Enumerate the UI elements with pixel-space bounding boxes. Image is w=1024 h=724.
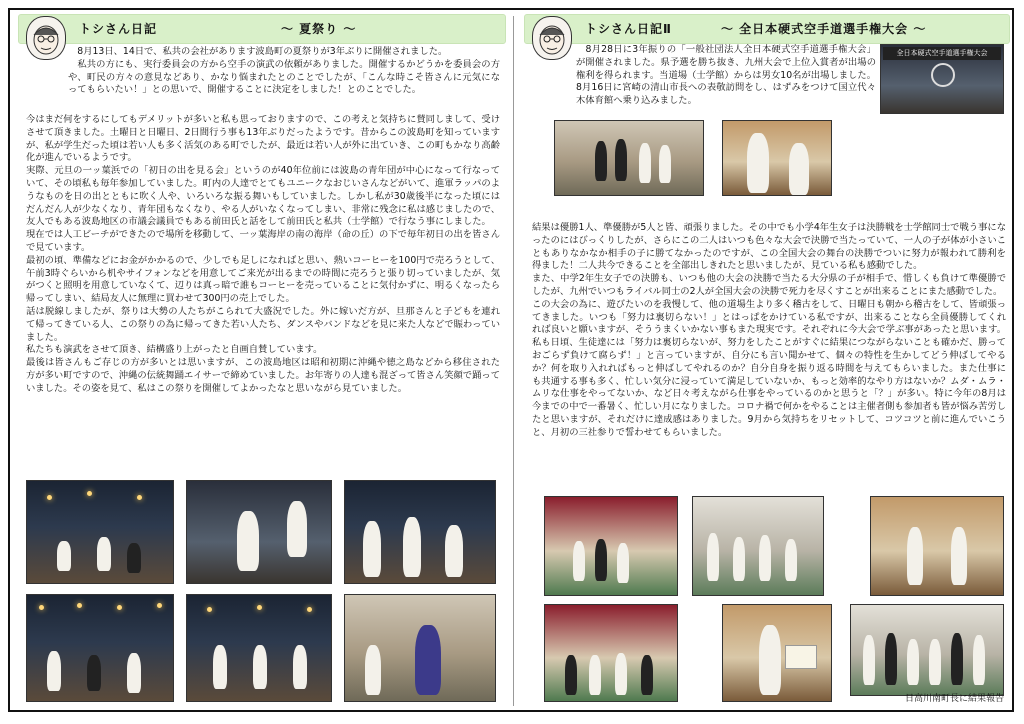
town-hall-report-photo xyxy=(850,604,1004,696)
right-page xyxy=(524,14,1010,708)
right-header xyxy=(524,14,1010,44)
newsletter-sheet xyxy=(8,8,1014,712)
right-body-text: 結果は優勝1人、準優勝が5人と皆、頑張りました。その中でも小学4年生女子は決勝戦を士学館同士で戦う事になったのにはびっくりしたが、さらにこの二人はいつも色々な大会で決勝で当たっていて、一人の子が体が小さいこともありなかなか相手の子に勝てなかったのですが、この全国大会の舞台の決勝でついに努力が報われて勝利を得ました！二人共今できることを全部出しきれたと思いましたが、見ている私も感動でした。 また、中学2年生女子での決勝も、いつも他の大会の決勝で当たる大分県の子が相手で、惜しくも負けて準優勝でしたが、九州でいつもライバル同士の2人が全国大会の決勝で死力を尽くすことが出来ることにまた感動でした。 この大会の為に、遊びたいのを我慢して、他の道場生より多く稽古をして、日曜日も朝から稽古をして、皆頑張ってきました。いつも「努力は裏切らない！」とはっぱをかけている私ですが、出来ることなら全員優勝してくれれば良いと願いますが、そううまくいかない事もまた現実です。それぞれに今大会で学ぶ事があったと思います。私も日頃、生徒達には「努力は裏切らないが、努力をしたことがすぐに結果につながらないことも確かだ、勝っておごらず負けて腐らず！」と言っていますが、自分にも言い聞かせて、個々の特性を生かしてどう伸ばしてやるか？何を取り入れればもっと伸ばしてやれるのか？自分自身を振り返る時間を与えてもらいました。また仕事にも共通する事も多く、忙しい気分に浸っていて満足していないか、もっと効率的なやり方はないか？ムダ・ムラ・ムリな仕事をやってないか、など日々考えながら仕事をやっているのかと思うと「？」が多い。特に今年の8月は今までの中で一番暑く、忙しい月になりました。コロナ禍で何かをやることは主催者側も参加者も皆が悩み苦労したと思いますが、それだけに達成感はありました。9月から気持ちをリセットして、コツコツと前に進んでいこうと、月初の三社参りで誓わせてもらいました。 xyxy=(532,222,1006,438)
venue-banner: 全日本硬式空手道選手権大会 xyxy=(883,47,1001,60)
right-intro-text: 8月28日に3年振りの「一般社団法人全日本硬式空手道選手権大会」が開催されました。県予選を勝ち抜き、九州大会で上位入賞者が出場の権利を得られます。当道場（士学館）からは男女10名が出場しました。8月16日に宮崎の清山市長への表敬訪問をし、はずみをつけて国立代々木体育館へ乗り込みました。 xyxy=(576,44,876,107)
team-banner-photo xyxy=(544,604,678,702)
courtesy-visit-group-photo xyxy=(554,120,704,196)
eisa-closeup-photo xyxy=(344,594,496,702)
tournament-team-photo xyxy=(544,496,678,596)
page-divider xyxy=(513,16,514,706)
award-winners-photo xyxy=(692,496,824,596)
left-series-title: トシさん日記 xyxy=(79,22,158,36)
left-body-text: 今はまだ何をするにしてもデメリットが多いと私も思っておりますので、この考えと気持ちに賛同しまして、受けさせて頂きました。土曜日と日曜日、2日間行う事も13年ぶりだったようです。昔からこの波島町を知っていますが、私が学生だった頃は若い人も多く活気のある町でしたが、最近は若い人が外に出ていき、この町もかなり高齢化が進んでいるようです。 実際、元旦の一ッ葉浜での「初日の出を見る会」というのが40年位前には波島の青年団が中心になって行なっていて、その頃私も毎年参加していました。町内の人達でとてもユニークなおじいさんなどがいて、進軍ラッパのようなものを日の出とともに吹く人や、いろいろな振る舞いもしていました。しかし私が30歳後半になった頃にはだんだん人が少なくなり、青年団もなくなり、やる人がいなくなってしまい、非常に残念に私は感じましたので、友人でもある波島地区の市議会議員でもある前田氏と話をして前田氏と私共（士学館）で行なう事にしました。 現在では人工ビーチができたので場所を移動して、一ッ葉海岸の南の海岸（命の丘）の下で毎年初日の出を皆さんで見ています。 最初の頃、準備などにお金がかかるので、少しでも足しになればと思い、熱いコーヒーを100円で売ろうとして、午前3時ぐらいから机やサイフォンなどを用意してご来光が出るまでの時間に売ろうと張り切っていましたが、気がつくと照明を用意していなくて、辺りは真っ暗で誰もコーヒーを売っていることに気付かずに、明るくなったら帰ってしまい、結局友人に無理に買わせて300円の売上でした。 話は脱線しましたが、祭りは大勢の人たちがこられて大盛況でした。外に嫁いだ方が、旦那さんと子どもを連れて帰ってきている人、この祭りの為に帰ってきた若い人たち、ダンスやバンドなどを見に来た人などで賑わっていました。 私たちも演武をさせて頂き、結構盛り上がったと自画自賛しています。 最後は皆さんもご存じの方が多いとは思いますが、この波島地区は昭和初期に沖縄や徳之島などから移住された方が多い町ですので、沖縄の伝統舞踊エイサーで締めていました。お年寄りの人達も混ざって皆さん笑顔で踊っていました。その姿を見て、私はこの祭りを開催してよかったなと思いながら見ていました。 xyxy=(26,114,500,394)
eisa-dance-photo xyxy=(26,594,174,702)
eisa-drummers-photo xyxy=(186,594,332,702)
right-series-title: トシさん日記Ⅱ xyxy=(585,22,672,36)
author-portrait-icon xyxy=(532,16,572,60)
right-article-title: ～ 全日本硬式空手道選手権大会 ～ xyxy=(721,22,927,36)
photo-caption: 日高川南町長に結果報告 xyxy=(904,694,1004,704)
mayor-handshake-photo xyxy=(722,120,832,196)
children-karate-photo xyxy=(344,480,496,584)
championship-venue-photo xyxy=(880,44,1004,114)
karate-demo-photo xyxy=(186,480,332,584)
festival-night-photo xyxy=(26,480,174,584)
left-page xyxy=(18,14,506,708)
author-portrait-icon xyxy=(26,16,66,60)
left-intro-text: 8月13日、14日で、私共の会社があります波島町の夏祭りが3年ぶりに開催されました。 私共の方にも、実行委員会の方から空手の演武の依頼がありました。開催するかどうかを委員会の方や、町民の方々の意見などあり、かなり悩まれたとのことでしたが、「こんな時こそ皆さんに元気になってもらいたい！」との思いで、開催することに決定をしました！とのことでした。 xyxy=(68,46,500,96)
boy-certificate-photo xyxy=(722,604,832,702)
left-article-title: ～ 夏祭り ～ xyxy=(281,22,357,36)
left-header xyxy=(18,14,506,44)
girls-certificates-photo xyxy=(870,496,1004,596)
